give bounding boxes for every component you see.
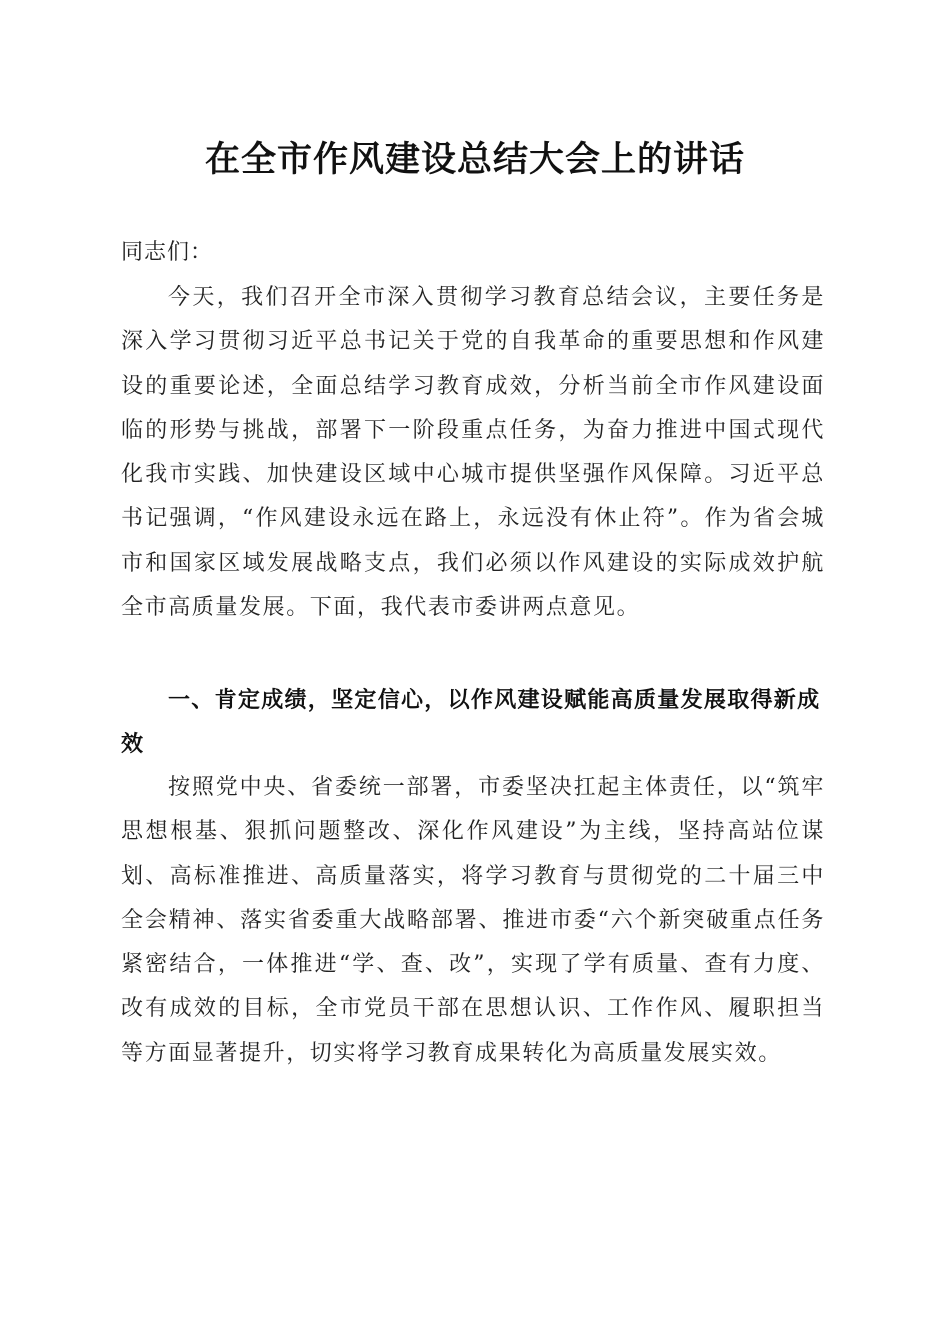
section-heading-1: 一、肯定成绩，坚定信心，以作风建设赋能高质量发展取得新成效 [121, 688, 821, 757]
salutation: 同志们： [121, 240, 214, 265]
paragraph-1-text: 今天，我们召开全市深入贯彻学习教育总结会议，主要任务是深入学习贯彻习近平总书记关于党的自我革命的重要思想和作风建设的重要论述，全面总结学习教育成效，分析当前全市作风建设面临的形势与挑战，部署下一阶段重点任务，为奋力推进中国式现代化我市实践、加快建设区域中心城市提供坚强作风保障。习近平总书记强调，“作风建设永远在路上，永远没有休止符”。作为省会城市和国家区域发展战略支点，我们必须以作风建设的实际成效护航全市高质量发展。下面，我代表市委讲两点意见。 [121, 285, 825, 621]
paragraph-2-text: 按照党中央、省委统一部署，市委坚决扛起主体责任，以“筑牢思想根基、狠抓问题整改、深化作风建设”为主线，坚持高站位谋划、高标准推进、高质量落实，将学习教育与贯彻党的二十届三中全会精神、落实省委重大战略部署、推进市委“六个新突破重点任务紧密结合，一体推进“学、查、改”，实现了学有质量、查有力度、改有成效的目标，全市党员干部在思想认识、工作作风、履职担当等方面显著提升，切实将学习教育成果转化为高质量发展实效。 [121, 775, 825, 1066]
document-title: 在全市作风建设总结大会上的讲话 [204, 139, 745, 180]
paragraph-intro [121, 276, 825, 630]
paragraph-section-1 [121, 766, 825, 1076]
